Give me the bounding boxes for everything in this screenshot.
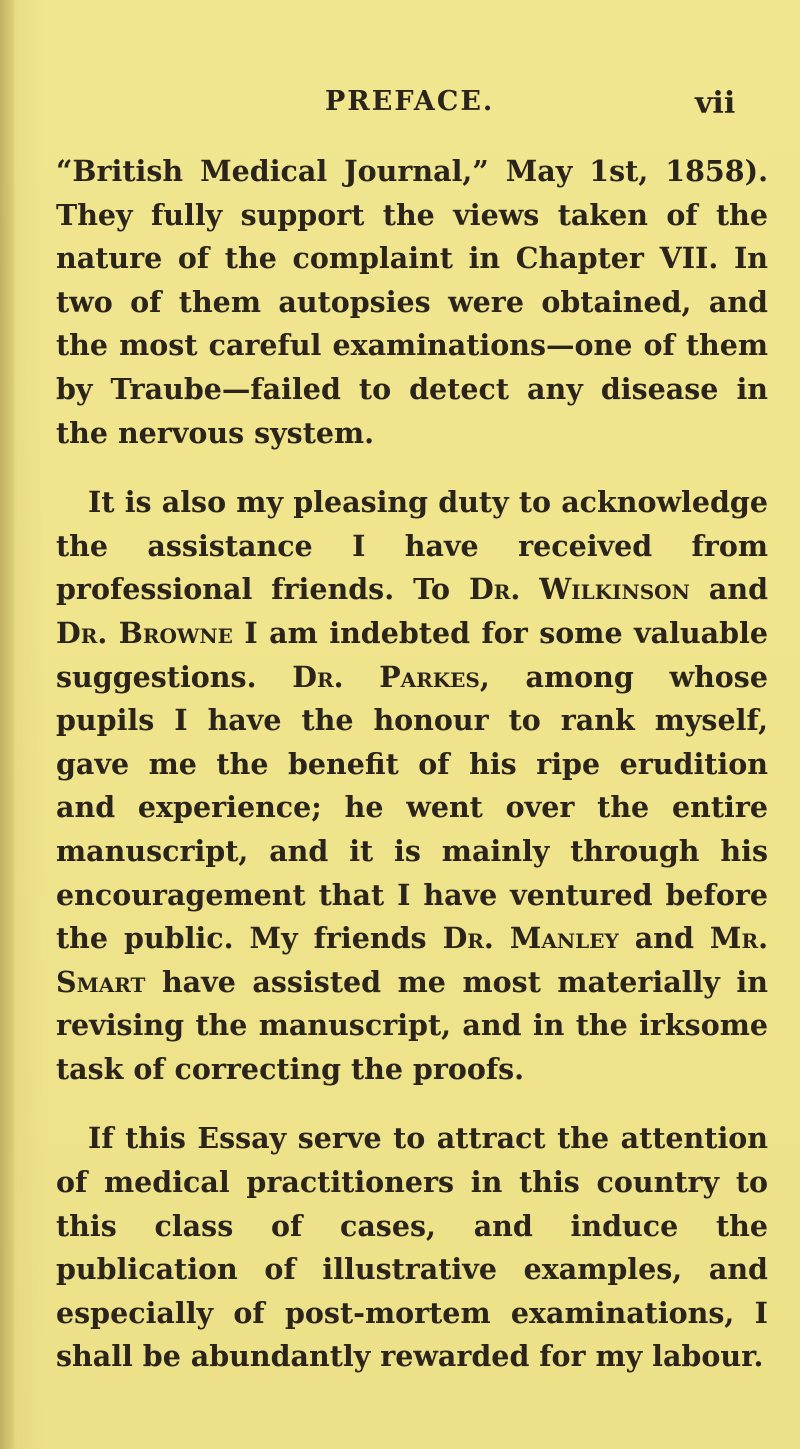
person-name-smart: Mr. Smart — [56, 921, 768, 999]
paragraph-2-text-4: , among whose pupils I have the honour to rank myself, gave me the benefit of his ripe erudition and experience; he went over the entire manuscript, and it is mainly through his encouragement that I have ventured before the public. My friends — [56, 659, 768, 956]
paragraph-2-text-2: and — [689, 572, 768, 607]
paragraph-2 — [56, 481, 768, 1091]
paragraph-2-text-6: have assisted me most materially in revising the manuscript, and in the irksome task of correcting the proofs. — [56, 964, 768, 1086]
paragraph-2-text-1: It is also my pleasing duty to acknowledge the assistance I have received from professional friends. To — [56, 485, 768, 607]
person-name-wilkinson: Dr. Wilkinson — [469, 572, 690, 607]
paragraph-2-text-3: I am indebted for some valuable suggestions. — [56, 615, 768, 694]
body-text — [56, 150, 768, 1379]
paragraph-1: “British Medical Journal,” May 1st, 1858). They fully support the views taken of the nature of the complaint in Chapter VII. In two of them autopsies were obtained, and the most careful examinations—one of them by Traube—failed to detect any disease in the nervous system. — [56, 154, 768, 450]
page-header — [0, 86, 800, 126]
running-head: PREFACE. — [325, 86, 495, 117]
person-name-manley: Dr. Manley — [442, 921, 619, 956]
person-name-parkes: Dr. Parkes — [292, 659, 480, 694]
person-name-browne: Dr. Browne — [56, 615, 233, 650]
paragraph-3: If this Essay serve to attract the attention of medical practitioners in this country to this class of cases, and induce the publication of illustrative examples, and especially of post-mortem examinations, I shall be abundantly rewarded for my labour. — [56, 1121, 768, 1374]
paragraph-2-text-5: and — [618, 921, 710, 956]
page-number: vii — [695, 86, 736, 121]
page-gutter-shadow — [0, 0, 14, 1449]
